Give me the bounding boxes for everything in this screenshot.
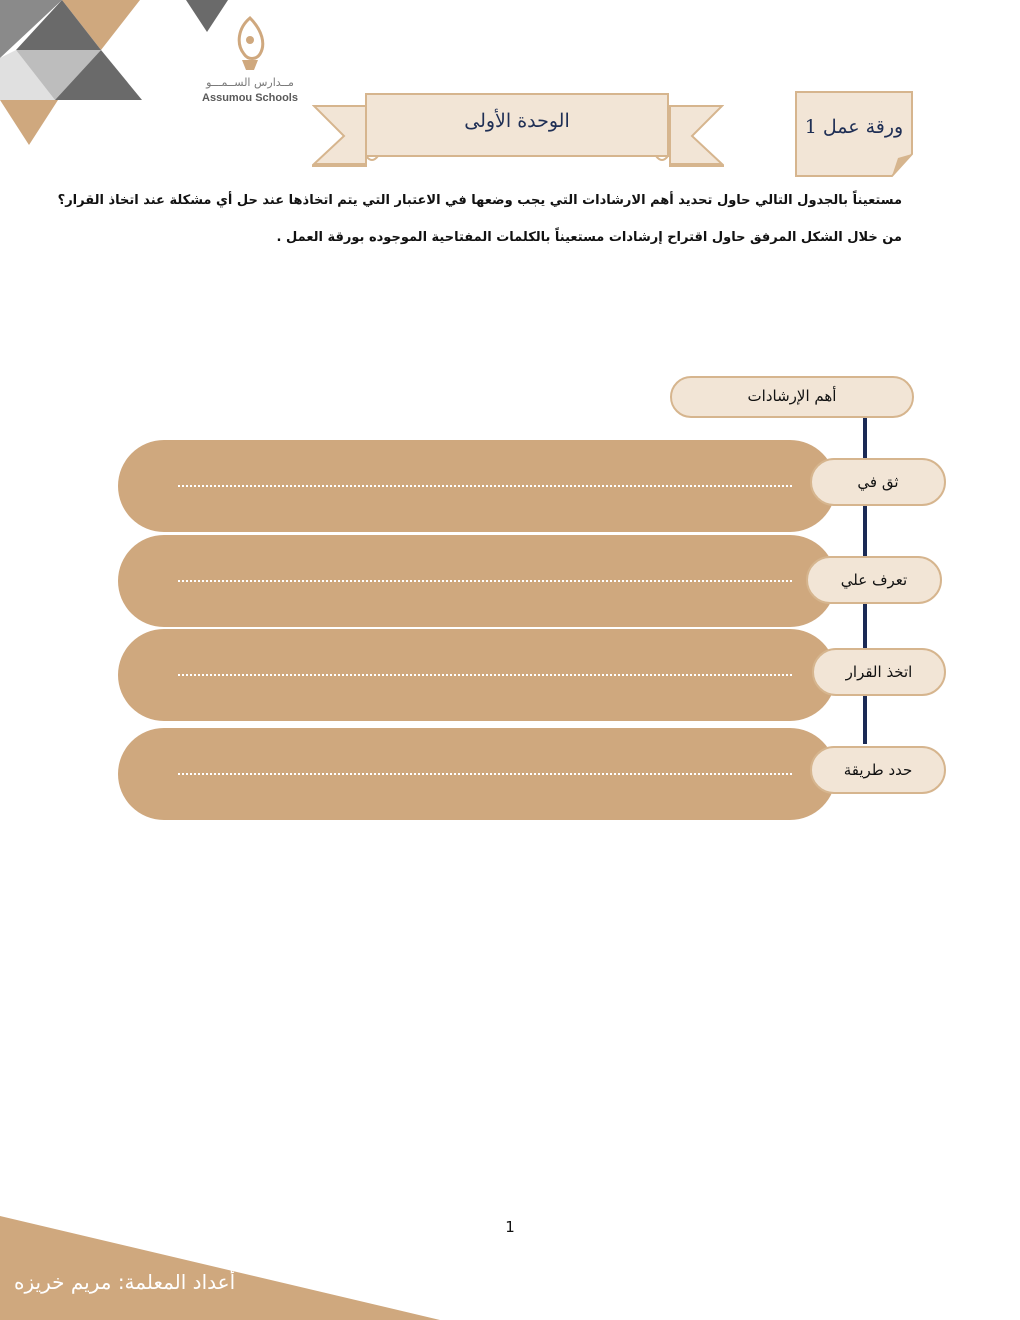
answer-dotted-line bbox=[178, 674, 792, 676]
answer-dotted-line bbox=[178, 773, 792, 775]
guidelines-header-label: أهم الإرشادات bbox=[747, 387, 837, 405]
instruction-line-1: مستعيناً بالجدول التالي حاول تحديد أهم الارشادات التي يجب وضعها في الاعتبار التي يتم اتخاذها عند حل أي مشكلة عند اتخاذ القرار؟ bbox=[57, 193, 902, 208]
instruction-line-2: من خلال الشكل المرفق حاول اقتراح إرشادات مستعيناً بالكلمات المفتاحية الموجوده بورقة العمل . bbox=[276, 230, 902, 245]
logo-english-text: Assumou Schools bbox=[202, 92, 298, 104]
answer-dotted-line bbox=[178, 485, 792, 487]
guideline-label-2 bbox=[806, 556, 942, 604]
guideline-answer-bar-2[interactable] bbox=[118, 535, 836, 627]
guidelines-header bbox=[670, 376, 914, 418]
unit-title: الوحدة الأولى bbox=[464, 110, 570, 132]
logo-arabic-text: مــدارس الســمـــو bbox=[206, 76, 294, 89]
answer-dotted-line bbox=[178, 580, 792, 582]
guideline-label-1 bbox=[810, 458, 946, 506]
guideline-answer-bar-3[interactable] bbox=[118, 629, 836, 721]
guideline-label-text: حدد طريقة bbox=[843, 761, 913, 779]
guideline-label-text: تعرف علي bbox=[840, 571, 908, 589]
page-number: 1 bbox=[505, 1218, 515, 1236]
school-logo bbox=[200, 14, 310, 110]
guideline-label-3 bbox=[812, 648, 946, 696]
guideline-label-text: اتخذ القرار bbox=[845, 663, 913, 681]
footer-author: أعداد المعلمة: مريم خريزه bbox=[14, 1270, 236, 1294]
logo-emblem-icon bbox=[230, 14, 270, 72]
footer-decoration bbox=[0, 1212, 1020, 1320]
worksheet-title: ورقة عمل 1 bbox=[804, 116, 904, 138]
guideline-answer-bar-1[interactable] bbox=[118, 440, 836, 532]
guideline-label-4 bbox=[810, 746, 946, 794]
guideline-label-text: ثق في bbox=[857, 473, 899, 491]
guideline-answer-bar-4[interactable] bbox=[118, 728, 836, 820]
